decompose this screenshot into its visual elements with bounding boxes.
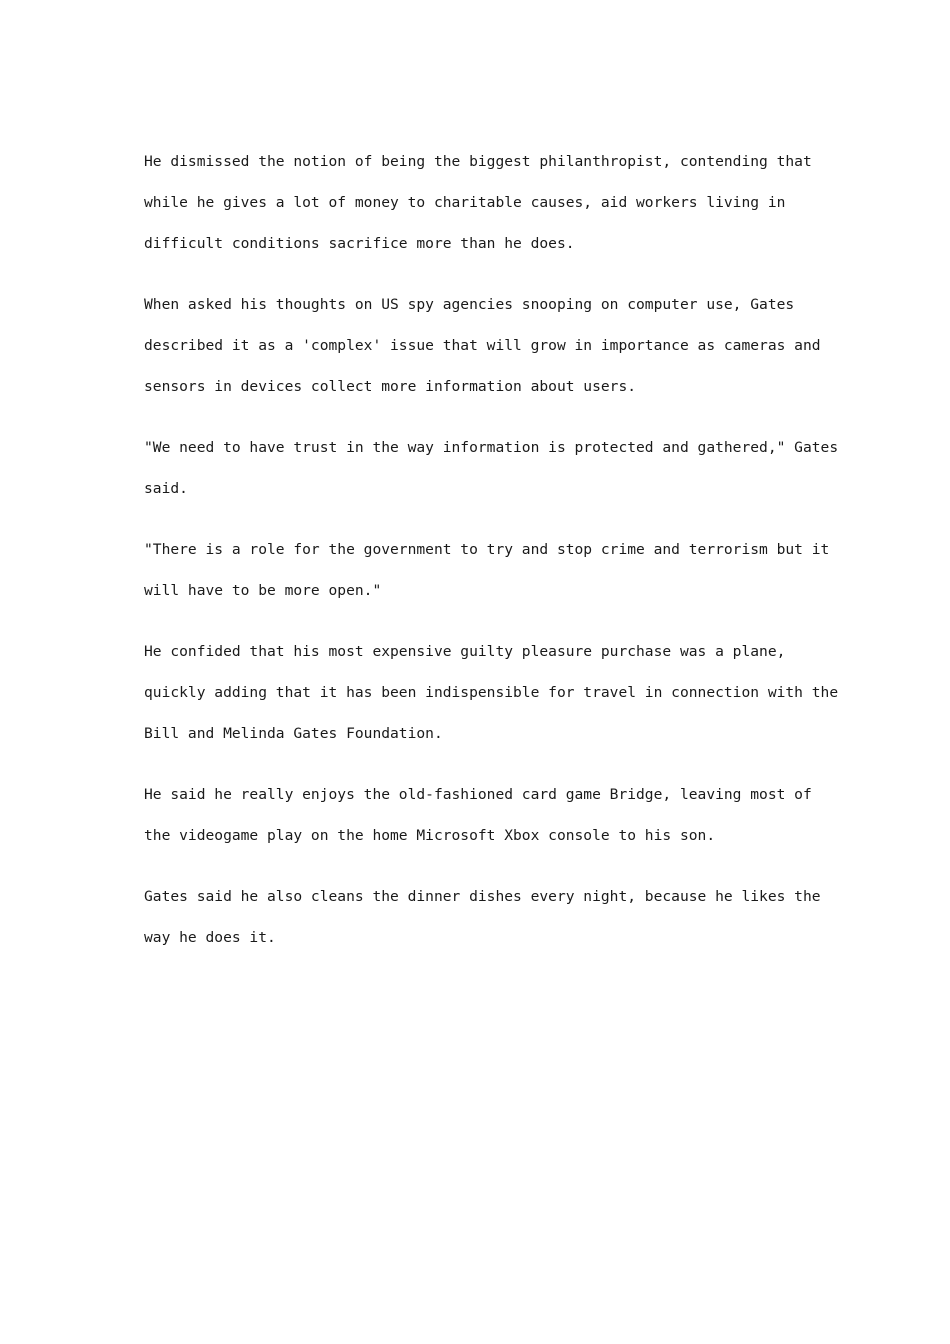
text-line: "There is a role for the government to try and stop crime and terrorism but it	[144, 541, 830, 558]
text-line: When asked his thoughts on US spy agencies snooping on computer use, Gates	[144, 296, 795, 313]
text-line: will have to be more open."	[144, 582, 382, 599]
text-line: Gates said he also cleans the dinner dishes every night, because he likes the	[144, 888, 821, 905]
text-line: way he does it.	[144, 929, 276, 946]
text-line: He confided that his most expensive guilty pleasure purchase was a plane,	[144, 643, 786, 660]
paragraph-dinner-dishes	[144, 876, 821, 958]
paragraph-philanthropist	[144, 141, 812, 264]
text-line: Bill and Melinda Gates Foundation.	[144, 725, 443, 742]
text-line: said.	[144, 480, 188, 497]
text-line: "We need to have trust in the way information is protected and gathered," Gates	[144, 439, 839, 456]
text-line: sensors in devices collect more information about users.	[144, 378, 637, 395]
paragraph-plane-purchase	[144, 631, 839, 754]
text-line: quickly adding that it has been indispensible for travel in connection with the	[144, 684, 839, 701]
text-line: while he gives a lot of money to charitable causes, aid workers living in	[144, 194, 786, 211]
paragraph-bridge-game	[144, 774, 812, 856]
paragraph-trust-quote	[144, 427, 839, 509]
paragraph-government-quote	[144, 529, 830, 611]
text-line: He said he really enjoys the old-fashioned card game Bridge, leaving most of	[144, 786, 812, 803]
document-body	[144, 141, 839, 978]
text-line: difficult conditions sacrifice more than he does.	[144, 235, 575, 252]
text-line: the videogame play on the home Microsoft Xbox console to his son.	[144, 827, 716, 844]
paragraph-spy-agencies	[144, 284, 821, 407]
text-line: He dismissed the notion of being the biggest philanthropist, contending that	[144, 153, 812, 170]
text-line: described it as a 'complex' issue that will grow in importance as cameras and	[144, 337, 821, 354]
